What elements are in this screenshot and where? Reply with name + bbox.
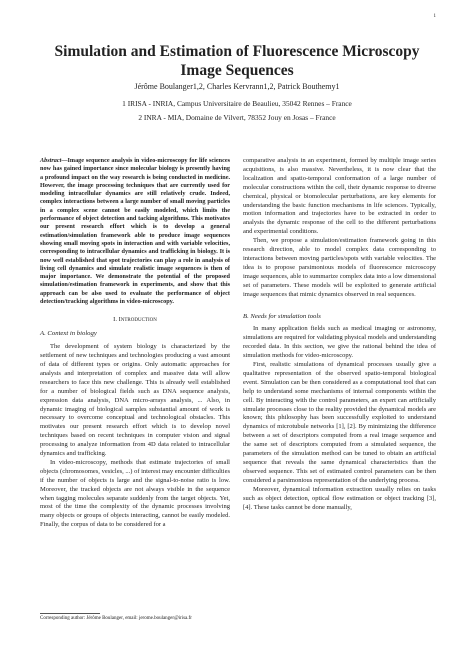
paper-title: Simulation and Estimation of Fluorescence Microscopy Image Sequences: [54, 43, 420, 79]
affiliation-2: 2 INRA - MIA, Domaine de Vilvert, 78352 Jouy en Josas – France: [138, 113, 336, 122]
body-paragraph: Then, we propose a simulation/estimation framework going in this research direction, able to model complex data corresponding to interactions between moving particles/spots with variable velocities. The idea is to propose parsimonious models of fluorescence microscopy image sequences, able to summarize complex data into a low dimensional set of parameters. These models will be exploited to generate artificial image sequences that mimic dynamics observed in real sequences.: [243, 237, 436, 298]
abstract: [40, 157, 230, 306]
section-heading-introduction: I. Introduction: [113, 316, 157, 324]
footnote-rule: [40, 613, 100, 614]
subsection-heading-needs: B. Needs for simulation tools: [243, 312, 321, 320]
abstract-label: Abstract—: [40, 157, 68, 164]
left-column: [40, 157, 230, 530]
body-paragraph: comparative analysis in an experiment, formed by multiple image series acquisitions, is also massive. Nevertheless, it is now clear that the localization and spatio-temporal conformation of a large number of molecular constructions within the cell, their dynamic response to diverse chemical, physical or biomolecular perturbations, are key elements for understanding the basic function mechanisms in life sciences. Typically, motion information and trajectories have to be extracted in order to analysis the dynamic response of the cell to the different perturbations and experimental conditions.: [243, 157, 436, 236]
right-column: [243, 157, 436, 512]
body-paragraph: In many application fields such as medical imaging or astronomy, simulations are required for validating physical models and understanding recorded data. In this section, we give the rational behind the idea of simulation methods for video-microscopy.: [243, 325, 436, 360]
body-paragraph: In video-microscopy, methods that estimate trajectories of small objects (chromosomes, vesicles, ...) of interest may encounter difficulties if the number of objects is large and the signal-to-noise ratio is low. Moreover, the tracked objects are not always visible in the sequence when tagging molecules separate suddenly from the target objects. Yet, most of the time the complexity of the dynamic processes involving many objects or groups of objects interacting, cannot be easily modeled. Finally, the corpus of data to be considered for a: [40, 458, 230, 529]
footnote: Corresponding author: Jérôme Boulanger, email: jerome.boulanger@irisa.fr: [40, 616, 192, 621]
abstract-text: Image sequence analysis in video-microscopy for life sciences now has gained importance since molecular biology is presently having a profound impact on the way research is being conducted in medicine. However, the image processing techniques that are currently used for modeling intracellular dynamics are still relatively crude. Indeed, complex interactions between a large number of small moving particles in a complex scene cannot be easily modeled, which limits the performance of object detection and tacking algorithms. This motivates our present research effort which is to develop a general estimation/simulation framework able to produce image sequences showing small moving spots in interaction and with variable velocities, corresponding to intracellular dynamics and trafficking in biology. It is now well established that spot trajectories can play a role in analysis of living cell dynamics and simulate realistic image sequences is then of major importance. We demonstrate the potential of the proposed simulation/estimation framework in experiments, and show that this approach can be also used to evaluate the performance of object detection/tracking algorithms in video-microscopy.: [40, 157, 230, 306]
affiliation-1: 1 IRISA - INRIA, Campus Universitaire de Beaulieu, 35042 Rennes – France: [122, 99, 352, 108]
body-paragraph: First, realistic simulations of dynamical processes usually give a qualitative representation of the observed spatio-temporal biological event. Simulation can be then considered as a computational tool that can help to understand some mechanisms of internal components within the cell. By interacting with the control parameters, an expert can artificially simulate processes close to the reality provided the dynamical models are known; this philosophy has been successfully exploited to understand dynamics of microtubule networks [1], [2]. By minimizing the difference between a set of descriptors computed from a real image sequence and the same set of descriptors computed from a simulated sequence, the parameters of the simulation method can be tuned to obtain an artificial sequence that reveals the same dynamical characteristics than the observed sequence. This set of estimated control parameters can be then considered a parsimonious representation of the underlying process.: [243, 361, 436, 484]
authors: Jérôme Boulanger1,2, Charles Kervrann1,2, Patrick Bouthemy1: [134, 82, 340, 91]
page-number: 1: [433, 14, 436, 19]
body-paragraph: Moreover, dynamical information extraction usually relies on tasks such as object detection, optical flow estimation or object tracking [3], [4]. These tasks cannot be done manually,: [243, 485, 436, 511]
subsection-heading-context: A. Context in biology: [40, 330, 97, 338]
body-paragraph: The development of system biology is characterized by the settlement of new techniques and technologies producing a vast amount of data of different types or origins. Only automatic approaches for analysis and interpretation of complex and massive data will allow researchers to face this new challenge. This is already well established for a number of biological fields such as DNA sequence analysis, expression data analysis, DNA micro-arrays analysis, ... Also, in dynamic imaging of biological samples substantial amount of work is necessary to overcome conceptual and technological obstacles. This motivates our present research effort which is to develop novel techniques based on recent techniques in computer vision and signal processing to analyze information from 4D data related to intracellular dynamics and trafficking.: [40, 343, 230, 458]
